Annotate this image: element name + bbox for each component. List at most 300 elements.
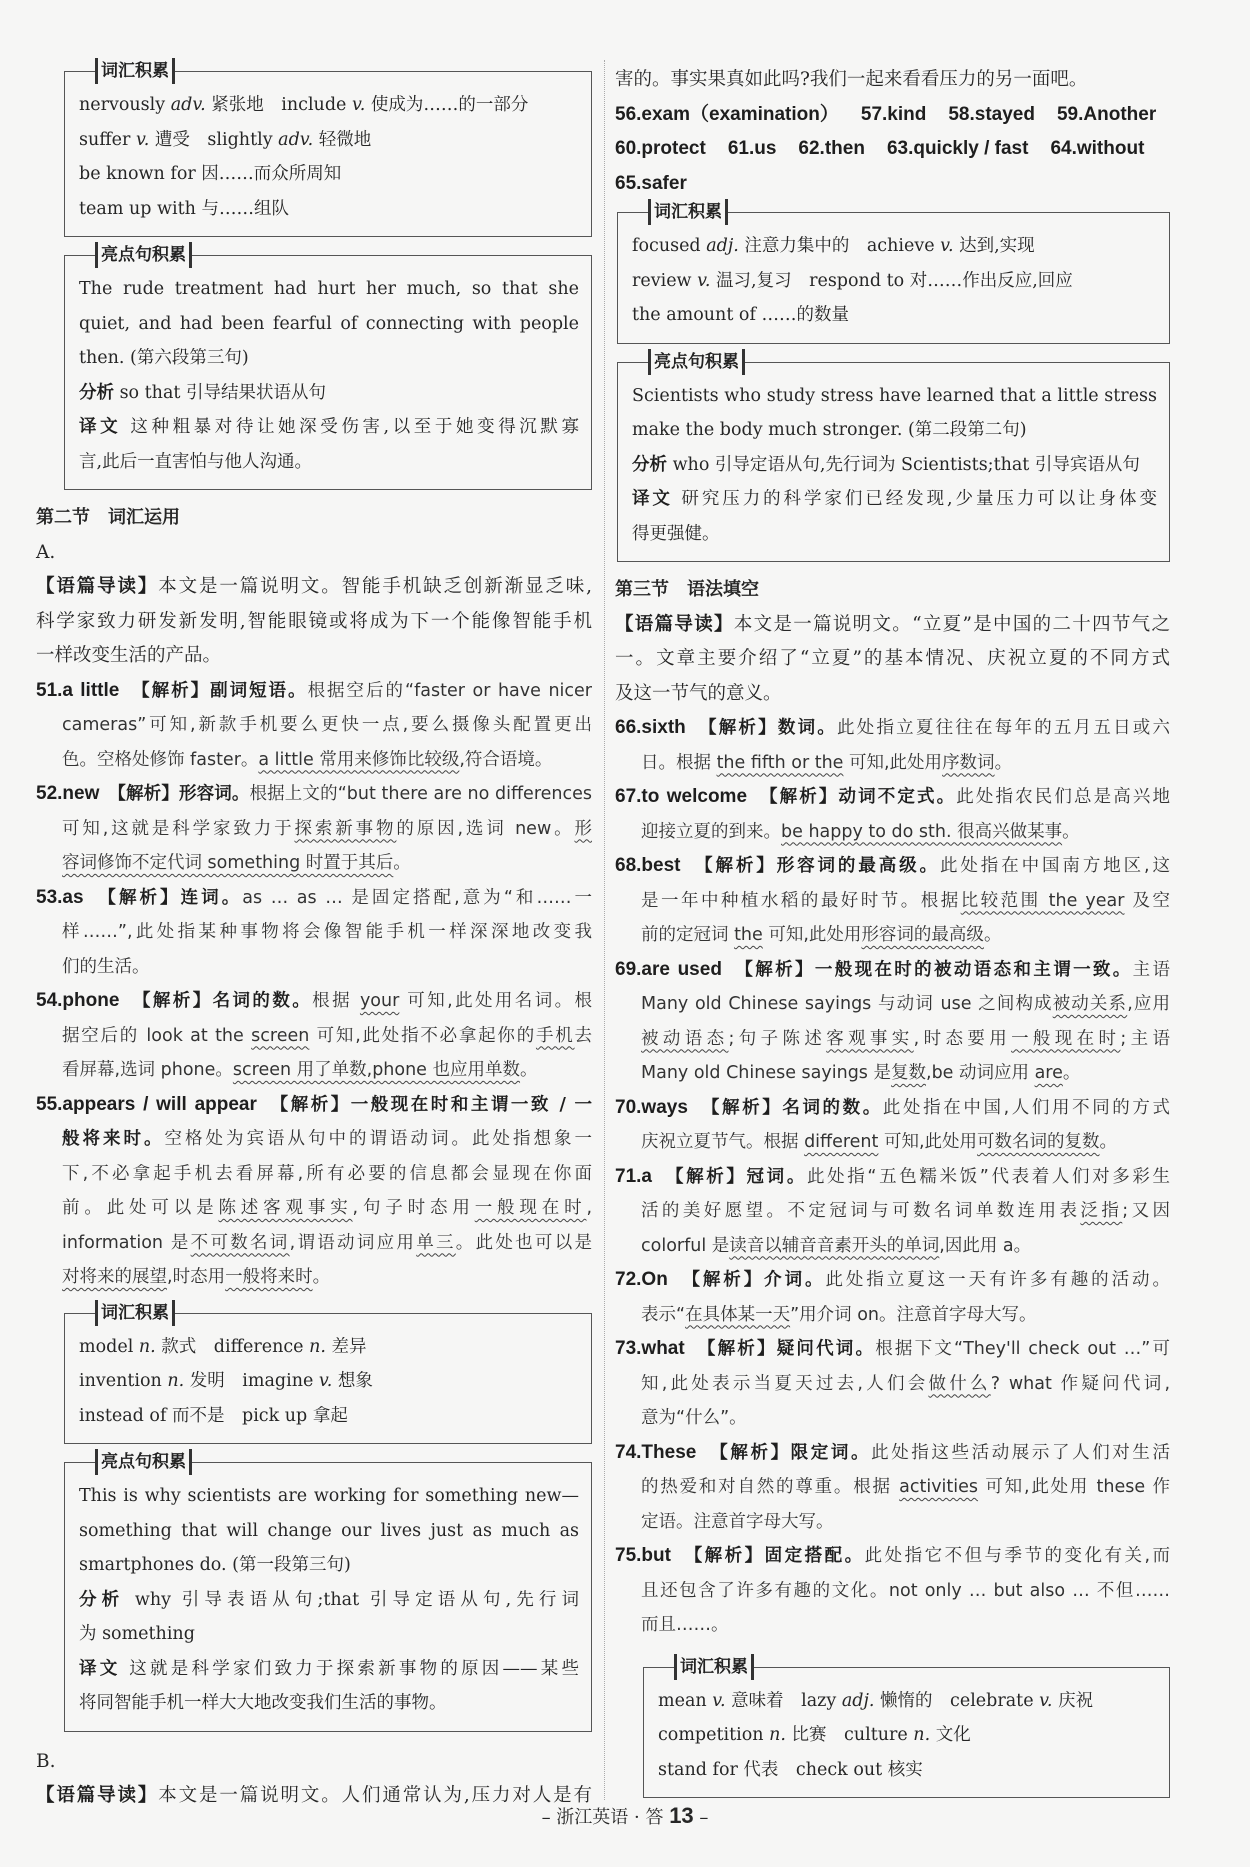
text-segment: 根据下文“They'll check out …”可 bbox=[875, 1339, 1170, 1359]
text-line bbox=[615, 573, 1170, 608]
bold-label: 【解析】名词的数。 bbox=[141, 991, 313, 1011]
text-line bbox=[36, 674, 592, 709]
text-segment: so that 引导结果状语从句 bbox=[114, 382, 326, 403]
text-line bbox=[36, 1053, 592, 1088]
text-line bbox=[36, 984, 592, 1019]
text-segment: review bbox=[632, 270, 698, 291]
text-segment: 温习,复习 respond to 对……作出反应,回应 bbox=[710, 270, 1073, 291]
text-line bbox=[615, 1436, 1170, 1471]
bold-label: 【解析】形容词的最高级。 bbox=[703, 856, 940, 876]
text-line bbox=[36, 777, 592, 812]
answer-label: 63.quickly / fast bbox=[886, 138, 1029, 159]
text-segment: 使成为……的一部分 bbox=[365, 95, 529, 115]
text-segment: nervously bbox=[79, 95, 171, 115]
text-segment: 的原因,选词 new。 bbox=[396, 818, 575, 839]
box-title: 词汇积累 bbox=[648, 199, 728, 225]
bold-label: 译文 bbox=[632, 489, 673, 509]
text-segment: 这种粗暴对待让她深受伤害,以至于她变得沉默寡 bbox=[121, 417, 579, 437]
answer-label: 74.These bbox=[615, 1441, 697, 1463]
text-line bbox=[79, 307, 579, 342]
answer-item bbox=[615, 1263, 1170, 1332]
text-segment: colorful 是 bbox=[641, 1235, 730, 1256]
text-line bbox=[615, 63, 1170, 98]
accumulation-box bbox=[64, 61, 592, 237]
text-line bbox=[632, 264, 1157, 299]
text-segment: 想象 bbox=[332, 1371, 373, 1391]
text-segment: 此处指在中国南方地区,这 bbox=[939, 856, 1170, 876]
bold-label: 【解析】冠词。 bbox=[674, 1166, 807, 1187]
text-segment: something that will change our lives just as much as bbox=[79, 1520, 579, 1541]
underlined-text: 对将来的展望 bbox=[62, 1267, 167, 1287]
underlined-text: 形 bbox=[574, 818, 592, 839]
underlined-text: 读音以辅音音素开头的单词 bbox=[729, 1235, 940, 1256]
text-segment: 紧张地 include bbox=[205, 95, 352, 115]
text-segment: mean bbox=[658, 1690, 713, 1711]
text-line bbox=[658, 1718, 1157, 1753]
text-segment: 第三节 语法填空 bbox=[615, 579, 759, 600]
answer-label: 57.kind bbox=[860, 103, 927, 125]
text-segment: 一样改变生活的产品。 bbox=[36, 645, 222, 666]
text-segment: instead of 而不是 pick up 拿起 bbox=[79, 1405, 348, 1426]
text-segment: 意为“什么”。 bbox=[641, 1408, 747, 1428]
text-segment: 可知,此处用 bbox=[843, 752, 943, 773]
part-of-speech: v. bbox=[318, 1371, 333, 1391]
text-segment: 们的生活。 bbox=[62, 956, 150, 977]
text-segment: ,时态要用 bbox=[913, 1028, 1012, 1049]
text-line bbox=[36, 915, 592, 950]
text-line bbox=[615, 167, 1170, 202]
text-line bbox=[615, 1401, 1170, 1436]
text-line bbox=[79, 272, 579, 307]
text-line bbox=[36, 501, 592, 536]
answer-label: 70.ways bbox=[615, 1096, 688, 1118]
text-segment: ,符合语境。 bbox=[459, 749, 553, 770]
underlined-text: screen bbox=[251, 1025, 310, 1046]
text-segment: 发明 imagine bbox=[184, 1371, 319, 1391]
text-line bbox=[615, 1298, 1170, 1333]
part-of-speech: n. bbox=[138, 1336, 156, 1357]
text-segment: 此处指它不但与季节的变化有关,而 bbox=[864, 1546, 1170, 1566]
text-line bbox=[615, 1608, 1170, 1643]
bold-label: 分析 bbox=[79, 382, 114, 403]
text-line bbox=[615, 711, 1170, 746]
text-segment: 据空后的 look at the bbox=[62, 1025, 252, 1046]
text-line bbox=[36, 536, 592, 571]
underlined-text: different bbox=[804, 1132, 879, 1152]
text-line bbox=[79, 1548, 579, 1583]
text-segment: make the body much stronger. (第二段第二句) bbox=[632, 420, 1027, 440]
text-segment: ,时态用 bbox=[167, 1267, 226, 1287]
text-segment: 前的定冠词 bbox=[641, 925, 735, 945]
text-segment: ,因此用 a。 bbox=[939, 1235, 1032, 1256]
paragraph bbox=[36, 536, 592, 571]
text-line bbox=[615, 1470, 1170, 1505]
text-line bbox=[658, 1753, 1157, 1788]
text-segment: 注意力集中的 achieve bbox=[738, 236, 941, 256]
part-of-speech: adj. bbox=[841, 1690, 875, 1711]
text-line bbox=[36, 570, 592, 605]
answer-item bbox=[615, 1160, 1170, 1264]
text-segment: quiet, and had been fearful of connecting with people bbox=[79, 313, 579, 334]
text-segment bbox=[686, 718, 708, 738]
answer-item bbox=[36, 777, 592, 881]
text-line bbox=[615, 918, 1170, 953]
text-segment: model bbox=[79, 1336, 139, 1357]
answer-label: 59.Another bbox=[1056, 103, 1157, 125]
box-title: 词汇积累 bbox=[95, 58, 175, 84]
text-line bbox=[79, 88, 579, 123]
text-segment: ,谓语动词应用 bbox=[289, 1232, 417, 1253]
text-line bbox=[79, 1617, 579, 1652]
text-segment bbox=[119, 991, 141, 1011]
text-line bbox=[79, 192, 579, 227]
answer-label: 60.protect bbox=[615, 138, 706, 159]
text-segment: B. bbox=[36, 1750, 56, 1772]
text-line bbox=[632, 229, 1157, 264]
text-line bbox=[79, 445, 579, 480]
text-segment: suffer bbox=[79, 129, 136, 150]
text-line bbox=[36, 743, 592, 778]
part-of-speech: v. bbox=[351, 95, 366, 115]
text-line bbox=[79, 341, 579, 376]
underlined-text: 在具体某一天 bbox=[685, 1304, 791, 1325]
text-segment: 本文是一篇说明文。智能手机缺乏创新渐显乏味, bbox=[158, 576, 592, 597]
text-segment: 达到,实现 bbox=[953, 236, 1035, 256]
text-segment bbox=[696, 1443, 719, 1463]
answer-label: 62.then bbox=[798, 138, 865, 159]
text-segment: 去 bbox=[574, 1025, 592, 1046]
accumulation-box bbox=[617, 351, 1170, 563]
text-line bbox=[36, 846, 592, 881]
text-segment: 知,此处表示当夏天过去,人们会 bbox=[641, 1373, 929, 1394]
part-of-speech: n. bbox=[309, 1336, 326, 1357]
footer-subject: – 浙江英语 · 答 bbox=[541, 1807, 670, 1828]
text-segment: ”用介词 on。注意首字母大写。 bbox=[790, 1304, 1037, 1325]
text-segment bbox=[685, 1339, 707, 1359]
text-segment: 此处指立夏这一天有许多有趣的活动。 bbox=[825, 1270, 1170, 1290]
text-segment: 。 bbox=[994, 752, 1013, 773]
text-line bbox=[615, 642, 1170, 677]
text-line bbox=[615, 1539, 1170, 1574]
answer-label: 72.On bbox=[615, 1269, 668, 1290]
bold-label: 【解析】连词。 bbox=[107, 887, 243, 908]
underlined-text: your bbox=[359, 991, 400, 1011]
text-segment: Many old Chinese sayings 与动词 use 之间构成 bbox=[641, 994, 1053, 1014]
text-segment: 根据 bbox=[312, 991, 360, 1011]
accumulation-box bbox=[64, 245, 592, 490]
text-line bbox=[79, 1479, 579, 1514]
bold-label: 【语篇导读】 bbox=[36, 576, 159, 597]
text-line bbox=[36, 950, 592, 985]
accumulation-box bbox=[643, 1656, 1170, 1799]
text-line bbox=[658, 1684, 1157, 1719]
underlined-text: 一般现在时 bbox=[474, 1198, 587, 1218]
text-segment: 此处指农民们总是高兴地 bbox=[956, 787, 1170, 807]
text-line bbox=[615, 1574, 1170, 1609]
paragraph bbox=[36, 1745, 592, 1780]
text-line bbox=[615, 98, 1170, 133]
text-line bbox=[36, 1260, 592, 1295]
text-segment: 表示“ bbox=[641, 1304, 686, 1325]
text-line bbox=[79, 1399, 579, 1434]
answer-label: 58.stayed bbox=[948, 103, 1035, 125]
text-segment: 懒惰的 celebrate bbox=[874, 1690, 1040, 1711]
text-segment bbox=[722, 960, 744, 980]
text-line bbox=[615, 1056, 1170, 1091]
bold-label: 【解析】疑问代词。 bbox=[706, 1339, 876, 1359]
text-line bbox=[615, 1505, 1170, 1540]
text-line bbox=[36, 1745, 592, 1780]
text-segment: ,be 动词应用 bbox=[926, 1063, 1035, 1083]
text-segment: competition bbox=[658, 1725, 770, 1745]
text-segment: 差异 bbox=[325, 1336, 367, 1357]
answer-item bbox=[615, 1332, 1170, 1436]
text-segment: 定语。注意首字母大写。 bbox=[641, 1511, 834, 1532]
answer-item bbox=[615, 711, 1170, 780]
accumulation-box bbox=[617, 202, 1170, 344]
text-line bbox=[632, 482, 1157, 517]
text-line bbox=[79, 123, 579, 158]
text-segment: 看屏幕,选词 phone。 bbox=[62, 1060, 233, 1080]
left-column bbox=[36, 61, 592, 1814]
answer-item bbox=[615, 849, 1170, 953]
box-title: 亮点句积累 bbox=[648, 349, 745, 375]
underlined-text: 可数名词的复数 bbox=[977, 1132, 1100, 1152]
text-line bbox=[632, 448, 1157, 483]
text-line bbox=[615, 1125, 1170, 1160]
underlined-text: 一般现在时 bbox=[1011, 1028, 1121, 1049]
text-segment: cameras”可知,新款手机要么更快一点,要么摄像头配置更出 bbox=[62, 715, 592, 735]
underlined-text: be happy to do sth. 很高兴做某事 bbox=[781, 821, 1063, 842]
part-of-speech: n. bbox=[167, 1371, 185, 1391]
text-segment bbox=[652, 1167, 675, 1187]
bold-label: 【解析】名词的数。 bbox=[710, 1097, 883, 1118]
box-title: 词汇积累 bbox=[95, 1300, 175, 1326]
text-segment: stand for 代表 check out 核实 bbox=[658, 1759, 923, 1780]
underlined-text: 形容词的最高级 bbox=[861, 925, 984, 945]
underlined-text: 被动语态 bbox=[641, 1028, 729, 1049]
underlined-text: 陈述客观事实 bbox=[218, 1198, 353, 1218]
part-of-speech: v. bbox=[697, 270, 711, 291]
box-title: 词汇积累 bbox=[674, 1654, 754, 1680]
part-of-speech: v. bbox=[940, 236, 954, 256]
text-segment: 本文是一篇说明文。“立夏”是中国的二十四节气之 bbox=[733, 613, 1170, 635]
answer-label: 53.as bbox=[36, 886, 84, 908]
answer-item bbox=[36, 881, 592, 985]
text-segment: 将同智能手机一样大大地改变我们生活的事物。 bbox=[79, 1693, 447, 1713]
section-heading bbox=[36, 501, 592, 536]
underlined-text: 比较范围 the year bbox=[960, 890, 1125, 911]
text-segment: team up with 与……组队 bbox=[79, 198, 289, 219]
text-line bbox=[615, 132, 1170, 167]
text-segment: 根据上文的“but there are no differences bbox=[249, 784, 592, 804]
text-segment: the amount of ……的数量 bbox=[632, 305, 849, 325]
text-segment bbox=[747, 787, 769, 807]
text-segment: 庆祝立夏节气。根据 bbox=[641, 1132, 805, 1152]
text-segment: 及这一节气的意义。 bbox=[615, 682, 782, 704]
bold-label: 【解析】一般现在时和主谓一致 / 一 bbox=[279, 1094, 592, 1115]
part-of-speech: adv. bbox=[170, 95, 206, 115]
text-segment: 意味着 lazy bbox=[725, 1690, 842, 1711]
footer-suffix: – bbox=[693, 1807, 709, 1828]
text-segment: ,应用 bbox=[1127, 994, 1170, 1014]
text-line bbox=[36, 605, 592, 640]
answer-label: 67.to welcome bbox=[615, 786, 748, 807]
underlined-text: activities bbox=[899, 1477, 979, 1497]
column-divider bbox=[604, 60, 605, 1800]
text-segment: 是一年中种植水稻的最好时节。根据 bbox=[641, 890, 961, 911]
text-segment: then. (第六段第三句) bbox=[79, 348, 249, 368]
text-line bbox=[36, 1122, 592, 1157]
text-line bbox=[615, 1194, 1170, 1229]
underlined-text: 客观事实 bbox=[826, 1028, 914, 1049]
text-segment: 。此处也可以是 bbox=[455, 1232, 592, 1253]
text-line bbox=[36, 1088, 592, 1123]
answer-item bbox=[615, 953, 1170, 1091]
text-segment: 轻微地 bbox=[313, 129, 372, 150]
text-segment: 及空 bbox=[1124, 890, 1170, 911]
text-line bbox=[79, 1583, 579, 1618]
section-heading bbox=[615, 573, 1170, 608]
answer-label: 54.phone bbox=[36, 990, 120, 1011]
text-line bbox=[36, 1226, 592, 1261]
text-line bbox=[615, 815, 1170, 850]
text-segment: invention bbox=[79, 1371, 168, 1391]
part-of-speech: n. bbox=[913, 1725, 931, 1745]
underlined-text: 手机 bbox=[535, 1025, 575, 1046]
text-segment: The rude treatment had hurt her much, so that she bbox=[79, 279, 579, 299]
text-segment: ? what 作疑问代词, bbox=[990, 1373, 1170, 1394]
answer-item bbox=[615, 1091, 1170, 1160]
text-segment: 害的。事实果真如此吗?我们一起来看看压力的另一面吧。 bbox=[615, 69, 1088, 90]
answer-label: 68.best bbox=[615, 855, 681, 876]
text-segment: smartphones do. (第一段第三句) bbox=[79, 1555, 351, 1575]
text-line bbox=[79, 157, 579, 192]
text-segment: 这就是科学家们致力于探索新事物的原因——某些 bbox=[120, 1658, 579, 1679]
text-segment: 科学家致力研发新发明,智能眼镜或将成为下一个能像智能手机 bbox=[36, 610, 592, 632]
text-line bbox=[36, 1157, 592, 1192]
answer-label: 71.a bbox=[615, 1165, 652, 1187]
text-segment: 研究压力的科学家们已经发现,少量压力可以让身体变 bbox=[672, 489, 1157, 509]
answer-label: 64.without bbox=[1050, 138, 1145, 159]
text-segment: A. bbox=[36, 541, 56, 563]
text-segment bbox=[257, 1095, 280, 1115]
text-line bbox=[615, 884, 1170, 919]
text-line bbox=[36, 1191, 592, 1226]
text-segment: Many old Chinese sayings 是 bbox=[641, 1063, 891, 1083]
text-segment: 。 bbox=[1062, 821, 1080, 842]
answer-item bbox=[615, 1539, 1170, 1643]
page-footer bbox=[0, 1803, 1250, 1829]
paragraph bbox=[615, 63, 1170, 98]
text-segment: 比赛 culture bbox=[785, 1725, 914, 1745]
text-segment bbox=[680, 856, 703, 876]
accumulation-box bbox=[64, 1302, 592, 1445]
part-of-speech: adj. bbox=[706, 236, 739, 256]
text-segment: 本文是一篇说明文。人们通常认为,压力对人是有 bbox=[158, 1785, 592, 1806]
bold-label: 【解析】副词短语。 bbox=[140, 680, 308, 701]
answer-item bbox=[36, 674, 592, 778]
text-line bbox=[79, 410, 579, 445]
text-line bbox=[615, 1332, 1170, 1367]
text-line bbox=[615, 849, 1170, 884]
underlined-text: 被动关系 bbox=[1052, 994, 1128, 1014]
underlined-text: 泛指 bbox=[1080, 1201, 1123, 1221]
text-line bbox=[615, 746, 1170, 781]
bold-label: 分析 bbox=[632, 454, 667, 475]
text-segment: ;句子陈述 bbox=[728, 1028, 827, 1049]
text-segment: 此处指立夏往往在每年的五月五日或六 bbox=[837, 718, 1170, 738]
text-line bbox=[79, 1330, 579, 1365]
text-segment: 遭受 slightly bbox=[149, 129, 279, 150]
text-segment: 可知,此处用 bbox=[762, 925, 862, 945]
text-segment: 可知,此处指不必拿起你的 bbox=[309, 1025, 536, 1046]
text-line bbox=[632, 379, 1157, 414]
text-segment: who 引导定语从句,先行词为 Scientists;that 引导宾语从句 bbox=[667, 454, 1140, 475]
underlined-text: screen 用了单数,phone 也应用单数 bbox=[232, 1060, 521, 1080]
text-segment: 。 bbox=[393, 853, 411, 873]
box-title: 亮点句积累 bbox=[95, 1449, 192, 1475]
answer-label: 66.sixth bbox=[615, 717, 686, 738]
underlined-text: 复数 bbox=[891, 1063, 926, 1083]
answer-label: 69.are used bbox=[615, 958, 722, 980]
bold-label: 【解析】固定搭配。 bbox=[693, 1546, 865, 1566]
right-column bbox=[615, 63, 1170, 1798]
bold-label: 【解析】动词不定式。 bbox=[768, 787, 957, 807]
text-segment: 可知,此处用名词。根 bbox=[399, 991, 592, 1011]
underlined-text: 容词修饰不定代词 something 时置于其后 bbox=[62, 853, 394, 873]
underlined-text: 不可数名词 bbox=[190, 1232, 290, 1253]
text-line bbox=[615, 987, 1170, 1022]
text-line bbox=[632, 517, 1157, 552]
text-segment: 。 bbox=[1099, 1132, 1118, 1152]
text-segment: This is why scientists are working for something new— bbox=[79, 1486, 579, 1506]
paragraph bbox=[36, 570, 592, 674]
answer-label: 51.a little bbox=[36, 679, 120, 701]
text-segment bbox=[119, 681, 141, 701]
text-line bbox=[36, 639, 592, 674]
text-segment: 的热爱和对自然的尊重。根据 bbox=[641, 1477, 900, 1497]
answer-label: 52.new bbox=[36, 783, 100, 804]
text-line bbox=[36, 812, 592, 847]
bold-label: 【解析】一般现在时的被动语态和主谓一致。 bbox=[744, 959, 1133, 980]
bold-label: 【解析】形容词。 bbox=[117, 784, 250, 804]
text-segment: 文化 bbox=[930, 1725, 971, 1745]
text-line bbox=[615, 1160, 1170, 1195]
text-segment: 可知,此处用 these 作 bbox=[978, 1477, 1170, 1497]
text-line bbox=[615, 1022, 1170, 1057]
text-line bbox=[615, 677, 1170, 712]
text-segment: 而且……。 bbox=[641, 1615, 729, 1635]
underlined-text: 探索新事物 bbox=[294, 818, 397, 839]
answer-label: 65.safer bbox=[615, 172, 687, 194]
text-segment: 一。文章主要介绍了“立夏”的基本情况、庆祝立夏的不同方式 bbox=[615, 648, 1170, 669]
text-line bbox=[36, 881, 592, 916]
text-segment: 活的美好愿望。不定冠词与可数名词单数连用表 bbox=[641, 1201, 1081, 1221]
part-of-speech: v. bbox=[135, 129, 150, 150]
text-segment: as … as … 是固定搭配,意为“和……一 bbox=[242, 887, 592, 908]
part-of-speech: v. bbox=[712, 1690, 726, 1711]
text-segment: information 是 bbox=[62, 1232, 191, 1253]
text-segment: 空格处为宾语从句中的谓语动词。此处指想象一 bbox=[164, 1129, 592, 1149]
bold-label: 【解析】数词。 bbox=[707, 718, 838, 738]
text-segment bbox=[84, 888, 108, 908]
text-segment: 可知,这就是科学家致力于 bbox=[62, 818, 295, 839]
text-segment bbox=[668, 1270, 691, 1290]
underlined-text: a little 常用来修饰比较级 bbox=[258, 749, 460, 770]
text-segment: 且还包含了许多有趣的文化。not only … but also … 不但…… bbox=[641, 1580, 1170, 1601]
answer-item bbox=[36, 984, 592, 1088]
